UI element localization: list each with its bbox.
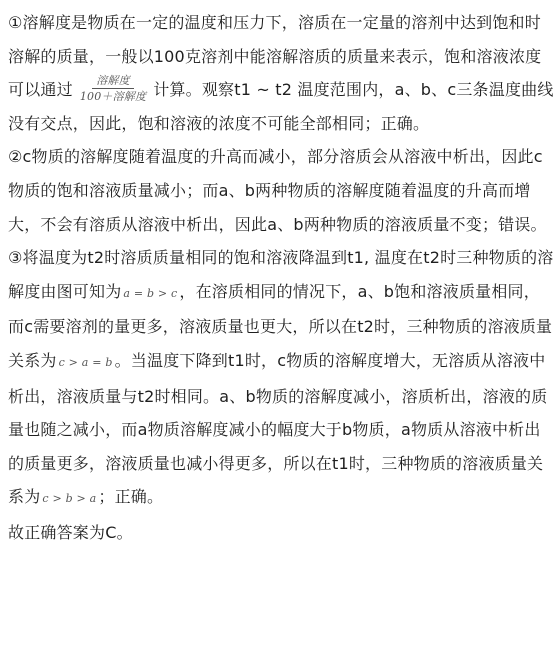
paragraph-2 <box>8 140 554 241</box>
math-expression-3: c > b > a <box>42 492 97 506</box>
fraction-denominator: 100＋溶解度 <box>79 90 147 104</box>
p3-text-a: ③将温度为t2时溶质质量相同的饱和溶液降温到t1, 温度在t2时三种物质的溶解度由图可知为 <box>8 248 554 301</box>
solution-explanation <box>8 6 554 550</box>
paragraph-3 <box>8 241 554 516</box>
math-expression-2: c > a = b <box>58 355 113 369</box>
p1-text-b: 计算。观察t1 ~ t2 温度范围内，a、b、c三条温度曲线没有交点，因此，饱和溶液的浓度不可能全部相同；正确。 <box>8 80 554 133</box>
paragraph-4 <box>8 516 554 550</box>
paragraph-1 <box>8 6 554 140</box>
fraction-numerator: 溶解度 <box>92 74 134 89</box>
p1-text-a: ①溶解度是物质在一定的温度和压力下，溶质在一定量的溶剂中达到饱和时溶解的质量，一般以100克溶剂中能溶解溶质的质量来表示，饱和溶液浓度可以通过 <box>8 13 542 100</box>
concentration-fraction <box>76 74 150 103</box>
p2-text: ②c物质的溶解度随着温度的升高而减小，部分溶质会从溶液中析出，因此c物质的饱和溶液质量减小；而a、b两种物质的溶解度随着温度的升高而增大，不会有溶质从溶液中析出，因此a、b两种物质的溶液质量不变；错误。 <box>8 147 547 234</box>
final-answer: 故正确答案为C。 <box>8 522 133 542</box>
p3-text-c: 。当温度下降到t1时，c物质的溶解度增大，无溶质从溶液中析出，溶液质量与t2时相同。a、b物质的溶解度减小，溶质析出，溶液的质量也随之减小，而a物质溶解度减小的幅度大于b物质，a物质从溶液中析出的质量更多，溶液质量也减小得更多，所以在t1时，三种物质的溶液质量关系为 <box>8 350 548 507</box>
p3-text-d: ；正确。 <box>98 487 164 507</box>
p3-text-b: ，在溶质相同的情况下，a、b饱和溶液质量相同，而c需要溶剂的量更多，溶液质量也更大，所以在t2时，三种物质的溶液质量关系为 <box>8 281 553 370</box>
math-expression-1: a = b > c <box>123 286 178 300</box>
